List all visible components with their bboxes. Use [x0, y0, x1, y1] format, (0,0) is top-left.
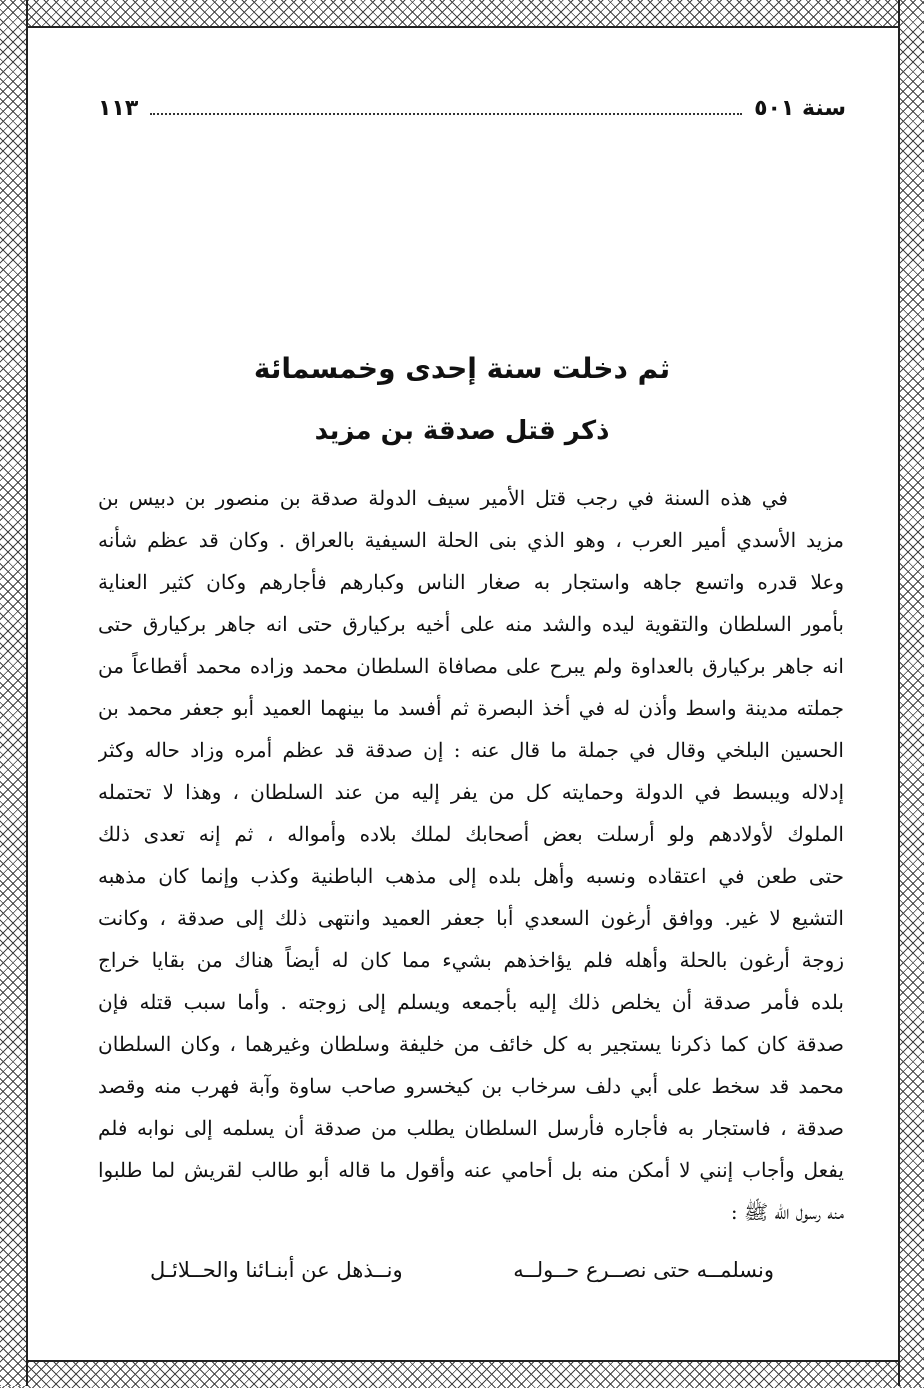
- left-ornamental-border: [0, 0, 28, 1386]
- body-line: يفعل وأجاب إنني لا أمكن منه بل أحامي عنه وأقول ما قاله أبو طالب لقريش لما طلبوا: [98, 1158, 844, 1182]
- chapter-title: ثم دخلت سنة إحدى وخمسمائة: [253, 352, 671, 385]
- poetry-verse: [150, 1258, 774, 1282]
- body-line: حتى طعن في اعتقاده ونسبه وأهل بلده إلى مذهب الباطنية وكذب وإنما كان مذهبه: [98, 864, 844, 888]
- header-dotted-leader: [150, 113, 742, 115]
- body-line: محمد قد سخط على أبي دلف سرخاب بن كيخسرو صاحب ساوة وآبة فهرب منه وقصد: [98, 1074, 844, 1098]
- body-line: بأمور السلطان والتقوية ليده والشد منه على أخيه بركيارق حتى انه جاهر بركيارق حتى: [98, 612, 844, 636]
- body-line: في هذه السنة في رجب قتل الأمير سيف الدولة صدقة بن منصور بن دبيس بن: [98, 486, 788, 510]
- verse-first-hemistich: ونسلمــه حتى نصــرع حــولــه: [513, 1258, 774, 1282]
- body-line: إدلاله ويبسط في الدولة وحمايته كل من يفر إليه من عند السلطان ، وهذا لا تحتمله: [98, 780, 844, 804]
- body-line: صدقة كان كما ذكرنا يستجير به كل خائف من خليفة وسلطان وغيرهما ، وكان السلطان: [98, 1032, 844, 1056]
- body-line: الحسين البلخي وقال في جملة ما قال عنه : إن صدقة قد عظم أمره وزاد حاله وكثر: [98, 738, 844, 762]
- bottom-ornamental-border: [0, 1360, 924, 1388]
- body-text: [98, 477, 844, 1233]
- running-header: [98, 88, 846, 128]
- right-ornamental-border: [898, 0, 924, 1386]
- body-line: جملته مدينة واسط وأذن له في أخذ البصرة ثم أفسد ما بينهما العميد أبو جعفر محمد بن: [98, 696, 844, 720]
- body-line: انه جاهر بركيارق بالعداوة ولم يبرح على مصافاة السلطان محمد وزاده محمد أقطاعاً من: [98, 654, 844, 678]
- body-line: زوجة أرغون بالحلة وأهله فلم يؤاخذهم بشيء مما كان له أيضاً هناك من بقايا خراج: [98, 948, 844, 972]
- page-number: ١١٣: [98, 95, 139, 121]
- body-line: الملوك لأولادهم ولو أرسلت بعض أصحابك لملك بلاده وأمواله ، ثم إنه تعدى ذلك: [98, 822, 844, 846]
- top-ornamental-border: [0, 0, 924, 28]
- body-line: صدقة ، فاستجار به فأجاره فأرسل السلطان يطلب من صدقة أن يسلمه إلى نوابه فلم: [98, 1116, 844, 1140]
- body-line: التشيع لا غير. ووافق أرغون السعدي أبا جعفر العميد وانتهى ذلك إلى صدقة ، وكانت: [98, 906, 844, 930]
- body-line: مزيد الأسدي أمير العرب ، وهو الذي بنى الحلة السيفية بالعراق . وكان قد عظم شأنه: [98, 528, 844, 552]
- section-title: ذكر قتل صدقة بن مزيد: [314, 416, 610, 446]
- body-line: منه رسول الله ﷺ :: [730, 1200, 844, 1224]
- body-line: بلده فأمر صدقة أن يخلص ذلك إليه بأجمعه ويسلم إلى زوجته . وأما سبب قتله فإن: [98, 990, 844, 1014]
- header-year: سنة ٥٠١: [754, 95, 846, 121]
- verse-second-hemistich: ونــذهل عن أبنـائنا والحــلائـل: [150, 1258, 403, 1282]
- body-line: وعلا قدره واتسع جاهه واستجار به صغار الناس وكبارهم فأجارهم وكان كثير العناية: [98, 570, 844, 594]
